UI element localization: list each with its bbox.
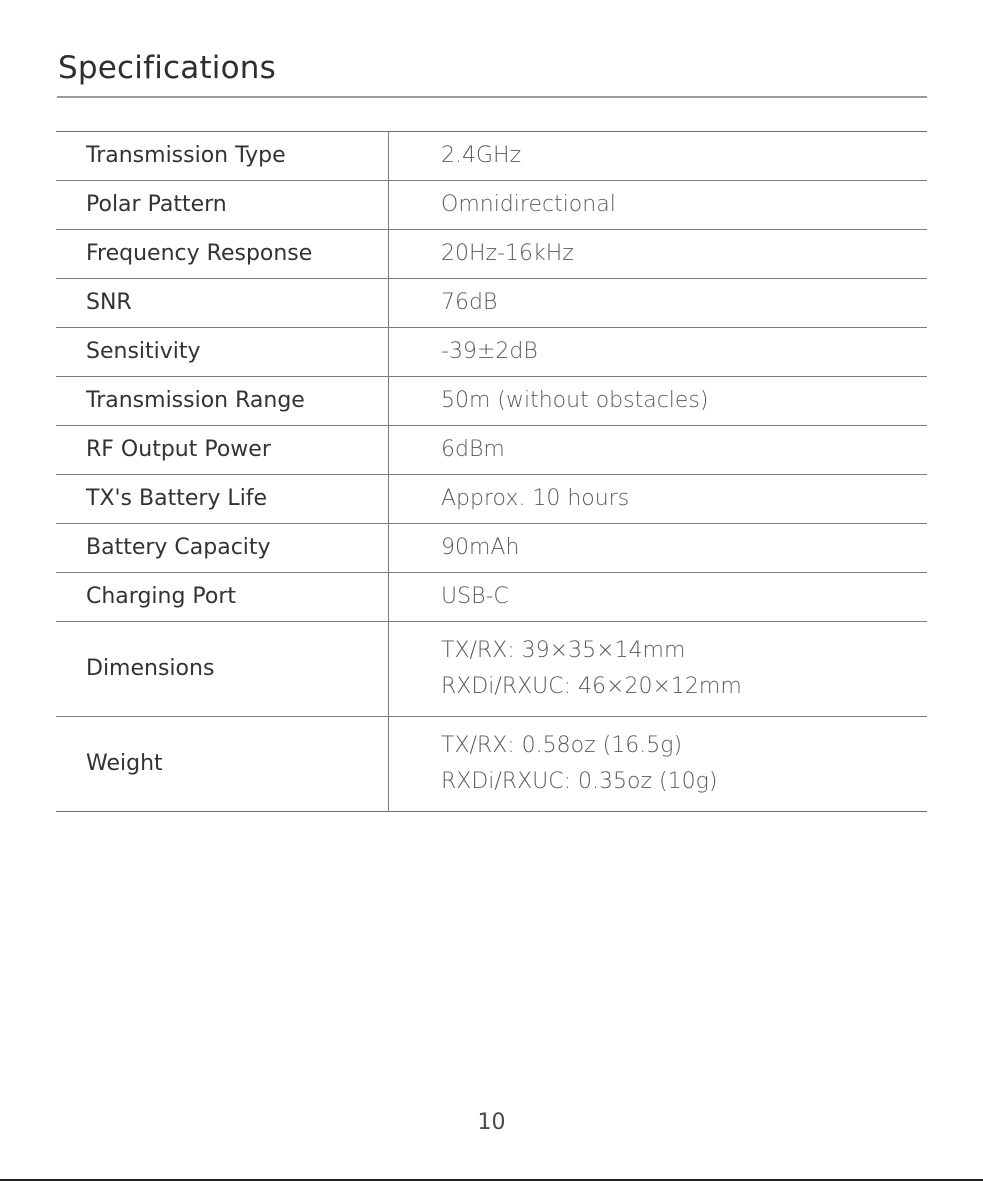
spec-value-line: TX/RX: 39×35×14mm bbox=[441, 638, 686, 663]
spec-value bbox=[389, 524, 928, 573]
spec-label: Weight bbox=[56, 717, 389, 812]
page-title: Specifications bbox=[58, 50, 276, 86]
spec-value bbox=[389, 717, 928, 812]
table-row bbox=[56, 132, 927, 181]
table-row bbox=[56, 426, 927, 475]
table-row bbox=[56, 475, 927, 524]
spec-value bbox=[389, 426, 928, 475]
spec-value bbox=[389, 181, 928, 230]
spec-value-line: 20Hz-16kHz bbox=[441, 241, 574, 266]
spec-label: Sensitivity bbox=[56, 328, 389, 377]
spec-value bbox=[389, 377, 928, 426]
spec-value-line: 90mAh bbox=[441, 535, 520, 560]
page-number: 10 bbox=[477, 1110, 506, 1135]
spec-value bbox=[389, 279, 928, 328]
table-row bbox=[56, 573, 927, 622]
table-row bbox=[56, 279, 927, 328]
spec-label: Battery Capacity bbox=[56, 524, 389, 573]
spec-value bbox=[389, 328, 928, 377]
spec-value-line: RXDi/RXUC: 46×20×12mm bbox=[441, 674, 742, 699]
spec-value bbox=[389, 573, 928, 622]
spec-value-line: TX/RX: 0.58oz (16.5g) bbox=[441, 733, 683, 758]
table-row bbox=[56, 181, 927, 230]
spec-value-line: Approx. 10 hours bbox=[441, 486, 630, 511]
table-row bbox=[56, 230, 927, 279]
spec-value-line: RXDi/RXUC: 0.35oz (10g) bbox=[441, 769, 718, 794]
spec-label: SNR bbox=[56, 279, 389, 328]
spec-label: Polar Pattern bbox=[56, 181, 389, 230]
table-row bbox=[56, 622, 927, 717]
spec-value bbox=[389, 132, 928, 181]
title-divider bbox=[57, 96, 927, 98]
spec-label: Charging Port bbox=[56, 573, 389, 622]
table-row bbox=[56, 377, 927, 426]
spec-label: Transmission Type bbox=[56, 132, 389, 181]
spec-value-line: 6dBm bbox=[441, 437, 505, 462]
table-row bbox=[56, 717, 927, 812]
spec-label: Dimensions bbox=[56, 622, 389, 717]
spec-value-line: USB-C bbox=[441, 584, 509, 609]
spec-label: TX's Battery Life bbox=[56, 475, 389, 524]
spec-value-line: -39±2dB bbox=[441, 339, 538, 364]
spec-value bbox=[389, 622, 928, 717]
spec-label: RF Output Power bbox=[56, 426, 389, 475]
table-row bbox=[56, 328, 927, 377]
spec-value bbox=[389, 230, 928, 279]
spec-value bbox=[389, 475, 928, 524]
specifications-table bbox=[56, 131, 927, 812]
table-row bbox=[56, 524, 927, 573]
spec-value-line: 50m (without obstacles) bbox=[441, 388, 709, 413]
spec-label: Transmission Range bbox=[56, 377, 389, 426]
spec-value-line: 2.4GHz bbox=[441, 143, 522, 168]
spec-value-line: 76dB bbox=[441, 290, 498, 315]
spec-value-line: Omnidirectional bbox=[441, 192, 616, 217]
spec-label: Frequency Response bbox=[56, 230, 389, 279]
